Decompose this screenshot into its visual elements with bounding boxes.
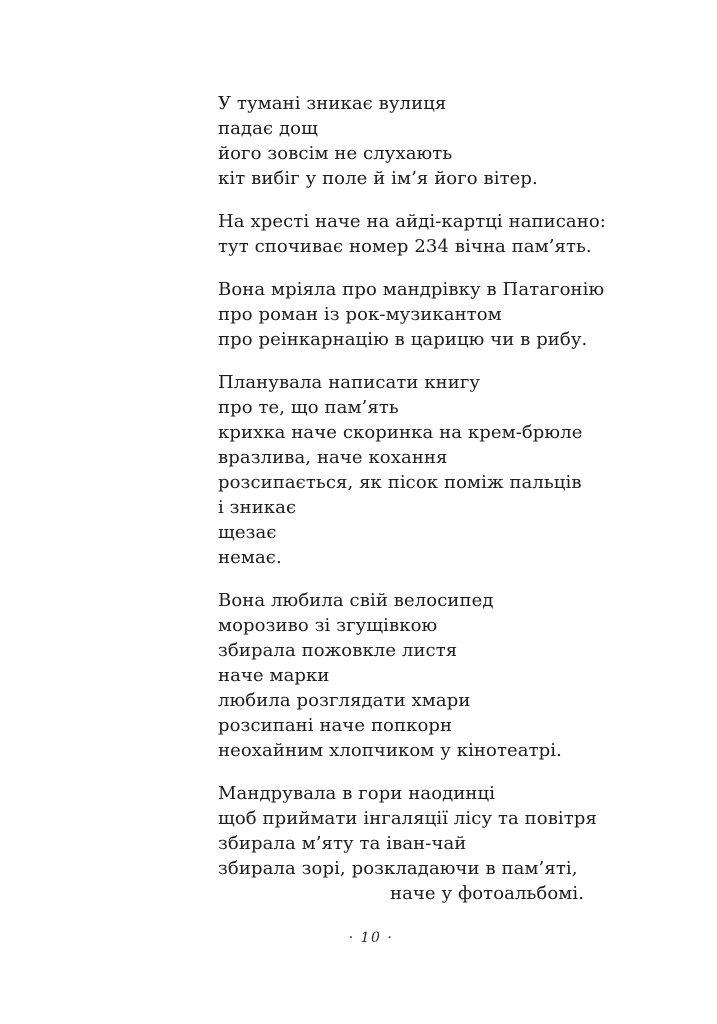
- poem-line: наче марки: [218, 665, 330, 686]
- poem-line: Вона мріяла про мандрівку в Патагонію: [218, 279, 605, 300]
- poem: [218, 91, 606, 906]
- poem-line: збирала м’яту та іван-чай: [218, 833, 467, 854]
- stanza: [218, 588, 606, 763]
- poem-line: щоб приймати інгаляції лісу та повітря: [218, 808, 597, 829]
- poem-line: про роман із рок-музикантом: [218, 304, 502, 325]
- stanza: [218, 781, 606, 906]
- stanza: [218, 370, 606, 570]
- poem-line: Планувала написати книгу: [218, 372, 481, 393]
- page-number: · 10 ·: [348, 930, 394, 946]
- poem-line: про те, що пам’ять: [218, 397, 399, 418]
- poem-line: морозиво зі згущівкою: [218, 615, 438, 636]
- poem-line: щезає: [218, 522, 277, 543]
- poem-line: На хресті наче на айді-картці написано:: [218, 211, 606, 232]
- poem-line: неохайним хлопчиком у кінотеатрі.: [218, 740, 562, 761]
- poem-line: збирала зорі, розкладаючи в пам’яті,: [218, 858, 578, 879]
- poem-line: і зникає: [218, 497, 297, 518]
- poem-line: наче у фотоальбомі.: [390, 883, 585, 904]
- poem-line: немає.: [218, 547, 282, 568]
- poem-line: крихка наче скоринка на крем-брюле: [218, 422, 583, 443]
- poem-line: розсипані наче попкорн: [218, 715, 453, 736]
- poem-line: Вона любила свій велосипед: [218, 590, 494, 611]
- poem-line: Мандрувала в гори наодинці: [218, 783, 496, 804]
- stanza: [218, 209, 606, 259]
- poem-line: збирала пожовкле листя: [218, 640, 458, 661]
- poem-line: про реінкарнацію в царицю чи в рибу.: [218, 329, 588, 350]
- poem-line: вразлива, наче кохання: [218, 447, 448, 468]
- poem-line: його зовсім не слухають: [218, 143, 453, 164]
- poem-line: тут спочиває номер 234 вічна пам’ять.: [218, 236, 592, 257]
- poem-line: кіт вибіг у поле й ім’я його вітер.: [218, 168, 538, 189]
- poem-line: падає дощ: [218, 118, 318, 139]
- stanza: [218, 277, 606, 352]
- stanza: [218, 91, 606, 191]
- poem-line: У тумані зникає вулиця: [218, 93, 447, 114]
- poem-line: любила розглядати хмари: [218, 690, 471, 711]
- poem-line: розсипається, як пісок поміж пальців: [218, 472, 582, 493]
